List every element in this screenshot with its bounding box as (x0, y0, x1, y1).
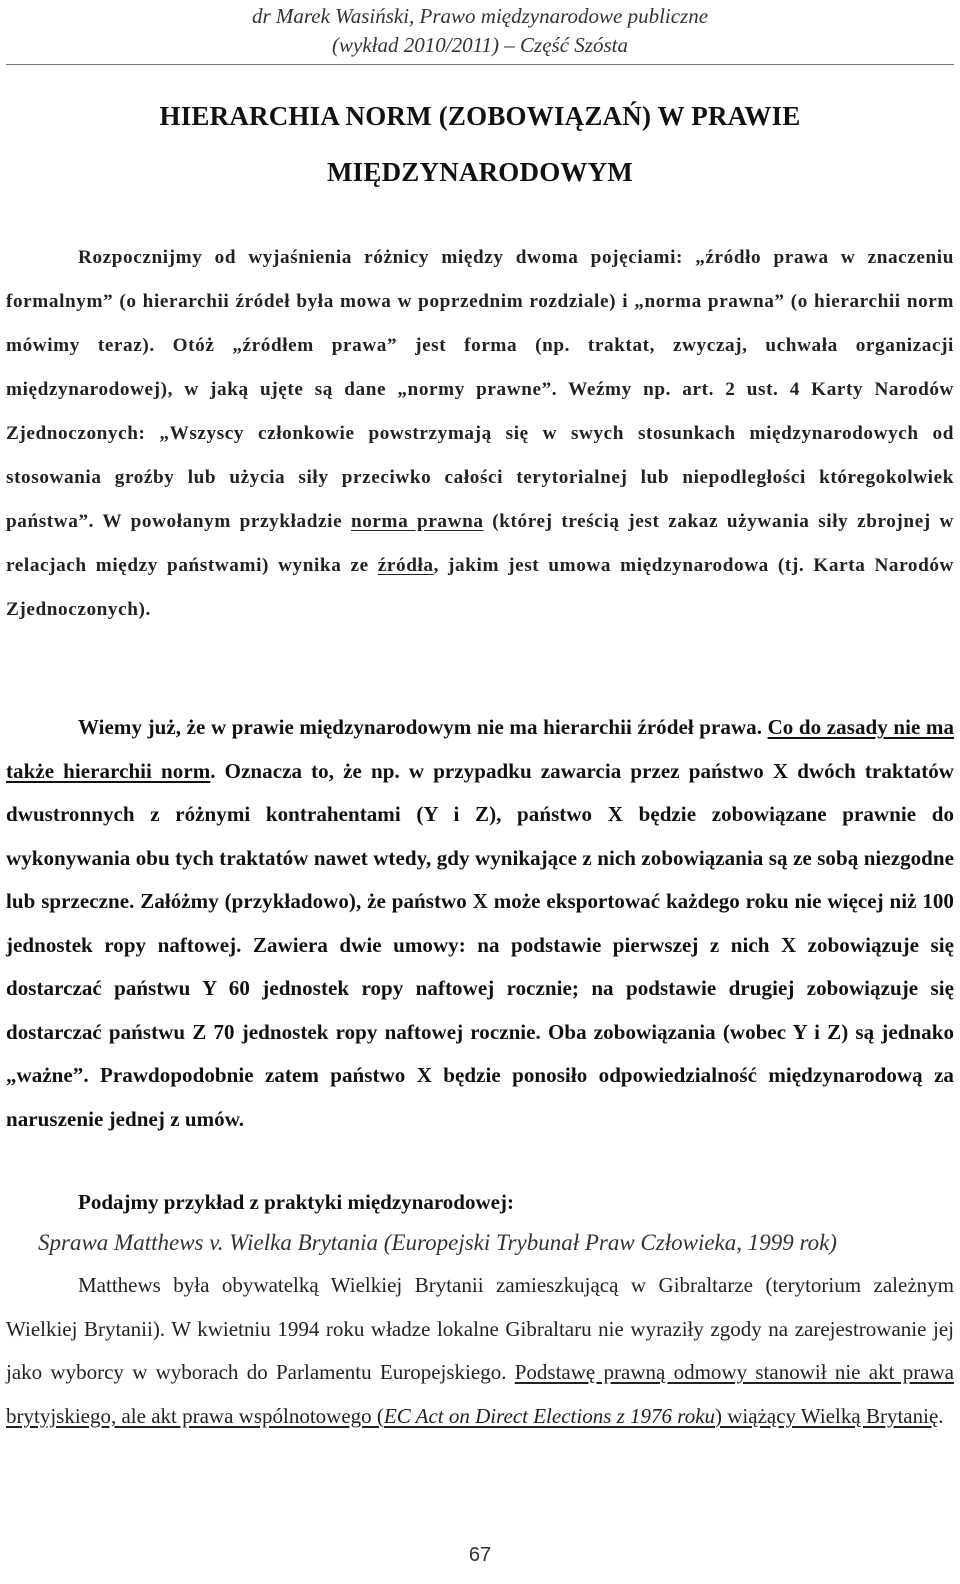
p2-text-2: . Oznacza to, że np. w przypadku zawarcia przez państwo X dwóch traktatów dwustronnych z różnymi kontrahentami (Y i Z), państwo X będzie zobowiązane prawnie do wykonywania obu tych traktatów nawet wtedy, gdy wynikające z nich zobowiązania są ze sobą niezgodne lub sprzeczne. Załóżmy (przykładowo), że państwo X może eksportować każdego roku nie więcej niż 100 jednostek ropy naftowej. Zawiera dwie umowy: na podstawie pierwszej z nich X zobowiązuje się dostarczać państwu Y 60 jednostek ropy naftowej rocznie; na podstawie drugiej zobowiązuje się dostarczać państwu Z 70 jednostek ropy naftowej rocznie. Oba zobowiązania (wobec Y i Z) są jednako „ważne”. Prawdopodobnie zatem państwo X będzie ponosiło odpowiedzialność międzynarodową za naruszenie jednej z umów. (6, 758, 955, 1131)
p3-text-1: Matthews była obywatelką Wielkiej Brytanii zamieszkującą w Gibraltarze (terytorium zależnym Wielkiej Brytanii). W kwietniu 1994 roku władze lokalne Gibraltaru nie wyraziły zgody na zarejestrowanie jej jako wyborcy w wyborach do Parlamentu Europejskiego. (6, 1273, 954, 1384)
p3-underline-binding: ) wiążący Wielką Brytanię (715, 1403, 939, 1428)
document-title (0, 88, 960, 200)
p2-text-1: Wiemy już, że w prawie międzynarodowym nie ma hierarchii źródeł prawa. (78, 715, 768, 739)
p2-underline-principle: Co do zasady nie ma także hierarchii norm (6, 715, 955, 783)
paragraph-source-vs-norm (6, 236, 954, 632)
p1-text-1: Rozpocznijmy od wyjaśnienia różnicy między dwoma pojęciami: „źródło prawa w znaczeniu formalnym” (o hierarchii źródeł była mowa w poprzednim rozdziale) i „norma prawna” (o hierarchii norm mówimy teraz). Otóż „źródłem prawa” jest forma (np. traktat, zwyczaj, uchwała organizacji międzynarodowej), w jaką ujęte są dane „normy prawne”. Weźmy np. art. 2 ust. 4 Karty Narodów Zjednoczonych: „Wszyscy członkowie powstrzymają się w swych stosunkach międzynarodowych od stosowania groźby lub użycia siły przeciwko całości terytorialnej lub niepodległości któregokolwiek państwa”. W powołanym przykładzie (6, 247, 954, 532)
example-lead-in: Podajmy przykład z praktyki międzynarodowej: (78, 1190, 514, 1214)
title-line-1: HIERARCHIA NORM (ZOBOWIĄZAŃ) W PRAWIE (159, 101, 801, 131)
p1-text-3: , jakim jest umowa międzynarodowa (tj. Karta Narodów Zjednoczonych). (6, 555, 954, 620)
p1-underline-zrodla: źródła (377, 555, 434, 576)
header-line-1: dr Marek Wasiński, Prawo międzynarodowe publiczne (251, 4, 709, 28)
page-number: 67 (468, 1544, 492, 1566)
case-title: Sprawa Matthews v. Wielka Brytania (Europejski Trybunał Praw Człowieka, 1999 rok) (38, 1230, 837, 1255)
p3-underline-basis: Podstawę prawną odmowy stanowił nie akt prawa brytyjskiego, ale akt prawa wspólnotowego ( (6, 1360, 954, 1428)
header-rule (6, 64, 954, 65)
paragraph-matthews-case (6, 1264, 954, 1438)
p1-underline-norma: norma prawna (350, 511, 484, 532)
header-line-2: (wykład 2010/2011) – Część Szósta (332, 33, 628, 57)
title-line-2: MIĘDZYNARODOWYM (327, 157, 633, 187)
p3-underline-act: EC Act on Direct Elections z 1976 roku (383, 1403, 716, 1428)
running-header (0, 2, 960, 60)
p3-text-2: . (938, 1403, 944, 1428)
paragraph-no-hierarchy (6, 706, 954, 1141)
p1-text-2: (której treścią jest zakaz używania siły zbrojnej w relacjach między państwami) wynika ze (6, 511, 955, 576)
